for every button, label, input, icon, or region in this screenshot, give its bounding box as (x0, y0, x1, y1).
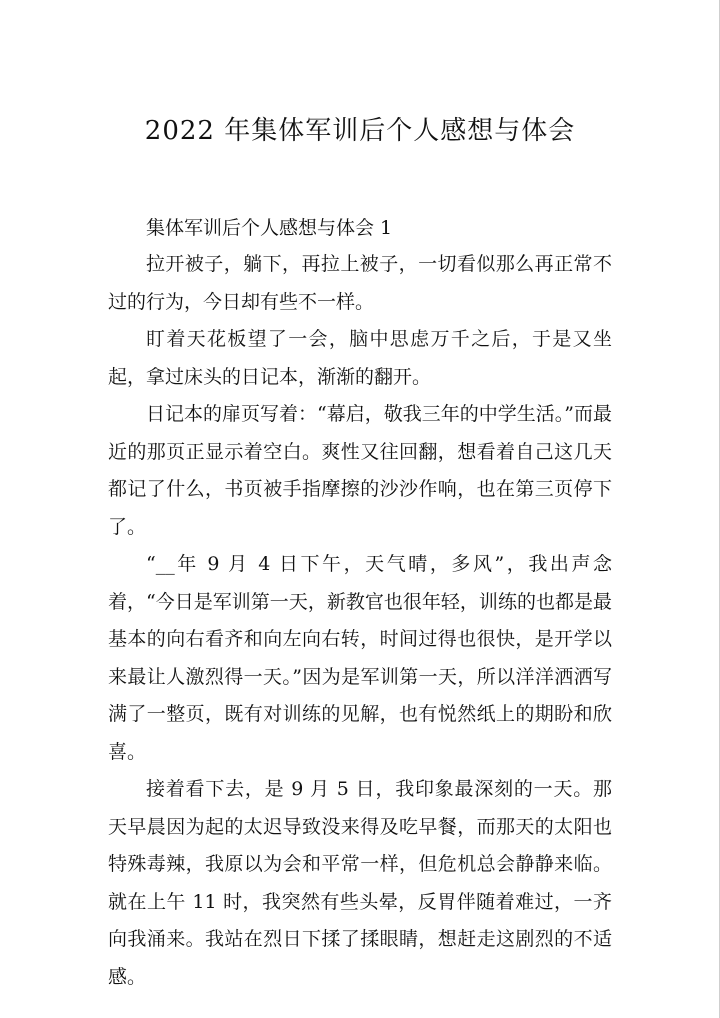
paragraph: 接着看下去，是 9 月 5 日，我印象最深刻的一天。那天早晨因为起的太迟导致没来得及吃早餐，而那天的太阳也特殊毒辣，我原以为会和平常一样，但危机总会静静来临。就在上午 11 时，我突然有些头晕，反胃伴随着难过，一齐向我涌来。我站在烈日下揉了揉眼睛，想赶走这剧烈的不适感。 (108, 778, 612, 988)
section-heading: 集体军训后个人感想与体会 1 (146, 217, 393, 239)
document-title: 2022 年集体军训后个人感想与体会 (144, 116, 576, 146)
paragraph: “__年 9 月 4 日下午，天气晴，多风”，我出声念着，“今日是军训第一天，新教官也很年轻，训练的也都是最基本的向右看齐和向左向右转，时间过得也很快，是开学以来最让人激烈得一天。”因为是军训第一天，所以洋洋洒洒写满了一整页，既有对训练的见解，也有悦然纸上的期盼和欣喜。 (108, 553, 612, 763)
paragraph: 拉开被子，躺下，再拉上被子，一切看似那么再正常不过的行为，今日却有些不一样。 (108, 253, 612, 313)
paragraph: 盯着天花板望了一会，脑中思虑万千之后，于是又坐起，拿过床头的日记本，渐渐的翻开。 (108, 328, 612, 388)
document-body (108, 246, 612, 996)
paragraph: 日记本的扉页写着：“幕启，敬我三年的中学生活。”而最近的那页正显示着空白。爽性又往回翻，想看着自己这几天都记了什么，书页被手指摩擦的沙沙作响，也在第三页停下了。 (108, 403, 612, 538)
